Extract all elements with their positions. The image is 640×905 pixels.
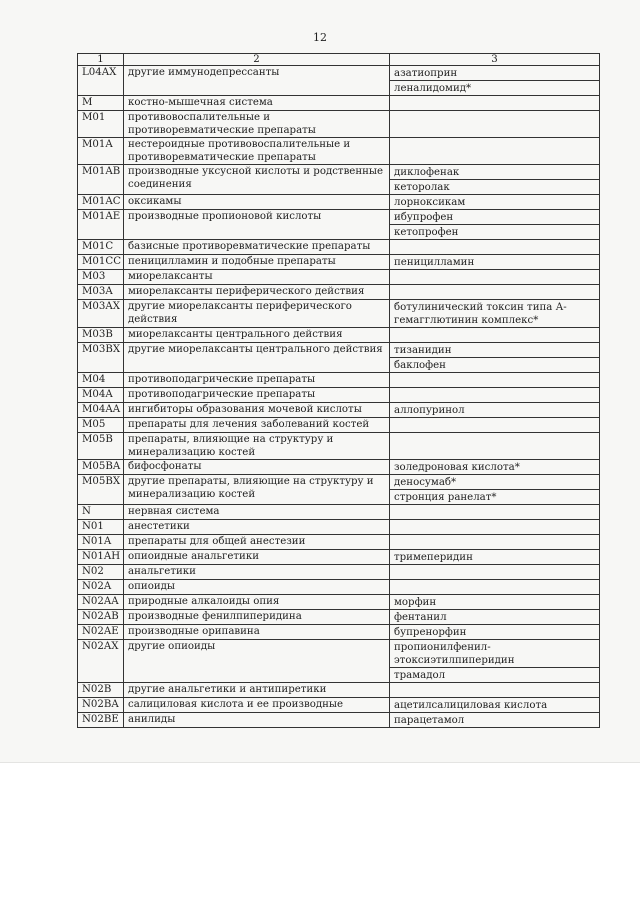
- drug-name: лорноксикам: [394, 197, 466, 208]
- drug-names-cell: [390, 713, 600, 728]
- table-row: [78, 475, 600, 505]
- anatomical-group-cell: опиоидные анальгетики: [124, 550, 390, 565]
- drug-name: пеницилламин: [394, 257, 475, 268]
- drug-names-cell: [390, 66, 600, 96]
- drug-name: баклофен: [390, 357, 599, 372]
- drug-names-cell: [390, 640, 600, 683]
- drug-name: азатиоприн: [394, 68, 458, 79]
- anatomical-group-cell: миорелаксанты центрального действия: [124, 328, 390, 343]
- atc-code-cell: N01: [78, 520, 124, 535]
- atc-code-cell: M01A: [78, 138, 124, 165]
- drug-name: леналидомид*: [390, 80, 599, 95]
- drug-name: бупренорфин: [394, 627, 467, 638]
- anatomical-group-cell: другие анальгетики и антипиретики: [124, 683, 390, 698]
- table-row: [78, 285, 600, 300]
- table-row: [78, 520, 600, 535]
- drug-name: трамадол: [390, 667, 599, 682]
- drug-names-cell: [390, 96, 600, 111]
- table-row: [78, 625, 600, 640]
- drug-names-cell: [390, 165, 600, 195]
- drug-name: пропионилфенил-этоксиэтилпиперидин: [394, 642, 515, 666]
- atc-code-cell: N02AE: [78, 625, 124, 640]
- drug-names-cell: [390, 505, 600, 520]
- drug-name: аллопуринол: [394, 405, 465, 416]
- drug-name: ботулинический токсин типа А-гемагглютинин комплекс*: [394, 302, 567, 326]
- anatomical-group-cell: миорелаксанты периферического действия: [124, 285, 390, 300]
- table-row: [78, 255, 600, 270]
- atc-code-cell: N02B: [78, 683, 124, 698]
- drug-names-cell: [390, 195, 600, 210]
- anatomical-group-cell: опиоиды: [124, 580, 390, 595]
- table-row: [78, 270, 600, 285]
- atc-code-cell: M01AB: [78, 165, 124, 195]
- drug-names-cell: [390, 240, 600, 255]
- drug-names-cell: [390, 343, 600, 373]
- drug-names-cell: [390, 403, 600, 418]
- table-row: [78, 683, 600, 698]
- anatomical-group-cell: анальгетики: [124, 565, 390, 580]
- anatomical-group-cell: нестероидные противовоспалительные и противоревматические препараты: [124, 138, 390, 165]
- drug-name: ацетилсалициловая кислота: [394, 700, 548, 711]
- drug-names-cell: [390, 580, 600, 595]
- atc-code-cell: M05B: [78, 433, 124, 460]
- anatomical-group-cell: производные фенилпиперидина: [124, 610, 390, 625]
- atc-code-cell: M04: [78, 373, 124, 388]
- anatomical-group-cell: препараты, влияющие на структуру и минерализацию костей: [124, 433, 390, 460]
- atc-code-cell: M01C: [78, 240, 124, 255]
- drug-names-cell: [390, 433, 600, 460]
- drug-names-cell: [390, 625, 600, 640]
- drug-names-cell: [390, 565, 600, 580]
- drug-name: ибупрофен: [394, 212, 454, 223]
- table-row: [78, 240, 600, 255]
- anatomical-group-cell: производные пропионовой кислоты: [124, 210, 390, 240]
- atc-code-cell: M: [78, 96, 124, 111]
- table-row: [78, 195, 600, 210]
- drug-names-cell: [390, 111, 600, 138]
- table-row: [78, 535, 600, 550]
- table-row: [78, 210, 600, 240]
- anatomical-group-cell: производные уксусной кислоты и родственные соединения: [124, 165, 390, 195]
- atc-code-cell: N01A: [78, 535, 124, 550]
- anatomical-group-cell: салициловая кислота и ее производные: [124, 698, 390, 713]
- drug-names-cell: [390, 550, 600, 565]
- anatomical-group-cell: другие миорелаксанты центрального действия: [124, 343, 390, 373]
- table-row: [78, 343, 600, 373]
- atc-code-cell: N02A: [78, 580, 124, 595]
- atc-code-cell: M01AE: [78, 210, 124, 240]
- table-row: [78, 565, 600, 580]
- drug-name: фентанил: [394, 612, 447, 623]
- anatomical-group-cell: бифосфонаты: [124, 460, 390, 475]
- anatomical-group-cell: нервная система: [124, 505, 390, 520]
- table-row: [78, 165, 600, 195]
- atc-code-cell: M03AX: [78, 300, 124, 328]
- table-row: [78, 300, 600, 328]
- atc-code-cell: M01AC: [78, 195, 124, 210]
- drug-name: парацетамол: [394, 715, 465, 726]
- drug-names-cell: [390, 610, 600, 625]
- anatomical-group-cell: анестетики: [124, 520, 390, 535]
- anatomical-group-cell: анилиды: [124, 713, 390, 728]
- drug-names-cell: [390, 475, 600, 505]
- table-row: [78, 595, 600, 610]
- drug-name: золедроновая кислота*: [394, 462, 520, 473]
- drug-names-cell: [390, 270, 600, 285]
- atc-code-cell: M05BX: [78, 475, 124, 505]
- anatomical-group-cell: базисные противоревматические препараты: [124, 240, 390, 255]
- atc-code-cell: N02AB: [78, 610, 124, 625]
- drug-name: тримеперидин: [394, 552, 473, 563]
- anatomical-group-cell: костно-мышечная система: [124, 96, 390, 111]
- anatomical-group-cell: оксикамы: [124, 195, 390, 210]
- table-row: [78, 460, 600, 475]
- anatomical-group-cell: пеницилламин и подобные препараты: [124, 255, 390, 270]
- drug-names-cell: [390, 460, 600, 475]
- drug-names-cell: [390, 285, 600, 300]
- atc-code-cell: M01CC: [78, 255, 124, 270]
- column-header: 3: [390, 54, 600, 66]
- anatomical-group-cell: противовоспалительные и противоревматические препараты: [124, 111, 390, 138]
- table-row: [78, 505, 600, 520]
- atc-code-cell: M03BX: [78, 343, 124, 373]
- anatomical-group-cell: другие опиоиды: [124, 640, 390, 683]
- table-row: [78, 138, 600, 165]
- atc-code-cell: N02BE: [78, 713, 124, 728]
- drug-names-cell: [390, 388, 600, 403]
- drug-name: деносумаб*: [394, 477, 457, 488]
- drug-names-cell: [390, 520, 600, 535]
- table-row: [78, 698, 600, 713]
- anatomical-group-cell: производные орипавина: [124, 625, 390, 640]
- drug-names-cell: [390, 210, 600, 240]
- table-row: [78, 640, 600, 683]
- drug-names-cell: [390, 328, 600, 343]
- atc-code-cell: M01: [78, 111, 124, 138]
- atc-code-cell: N02BA: [78, 698, 124, 713]
- anatomical-group-cell: препараты для лечения заболеваний костей: [124, 418, 390, 433]
- atc-code-cell: M03A: [78, 285, 124, 300]
- atc-code-cell: M04AA: [78, 403, 124, 418]
- anatomical-group-cell: ингибиторы образования мочевой кислоты: [124, 403, 390, 418]
- atc-code-cell: M04A: [78, 388, 124, 403]
- table-row: [78, 66, 600, 96]
- drug-names-cell: [390, 683, 600, 698]
- atc-drug-table: [77, 53, 600, 728]
- table-row: [78, 403, 600, 418]
- table-row: [78, 96, 600, 111]
- anatomical-group-cell: миорелаксанты: [124, 270, 390, 285]
- atc-code-cell: M05: [78, 418, 124, 433]
- anatomical-group-cell: другие миорелаксанты периферического действия: [124, 300, 390, 328]
- table-row: [78, 328, 600, 343]
- drug-names-cell: [390, 138, 600, 165]
- atc-code-cell: L04AX: [78, 66, 124, 96]
- column-header: 2: [124, 54, 390, 66]
- table-row: [78, 373, 600, 388]
- atc-code-cell: M05BA: [78, 460, 124, 475]
- table-header-row: [78, 54, 600, 66]
- atc-code-cell: N02AA: [78, 595, 124, 610]
- page-number: 12: [313, 31, 327, 44]
- table-row: [78, 610, 600, 625]
- drug-name: кетопрофен: [390, 224, 599, 239]
- anatomical-group-cell: противоподагрические препараты: [124, 373, 390, 388]
- drug-names-cell: [390, 418, 600, 433]
- drug-name: тизанидин: [394, 345, 452, 356]
- drug-name: стронция ранелат*: [390, 489, 599, 504]
- atc-code-cell: M03B: [78, 328, 124, 343]
- table-row: [78, 713, 600, 728]
- drug-name: кеторолак: [390, 179, 599, 194]
- drug-names-cell: [390, 698, 600, 713]
- drug-names-cell: [390, 535, 600, 550]
- drug-names-cell: [390, 373, 600, 388]
- anatomical-group-cell: другие иммунодепрессанты: [124, 66, 390, 96]
- anatomical-group-cell: природные алкалоиды опия: [124, 595, 390, 610]
- drug-name: диклофенак: [394, 167, 460, 178]
- drug-name: морфин: [394, 597, 437, 608]
- column-header: 1: [78, 54, 124, 66]
- anatomical-group-cell: другие препараты, влияющие на структуру и минерализацию костей: [124, 475, 390, 505]
- table-row: [78, 388, 600, 403]
- drug-names-cell: [390, 300, 600, 328]
- atc-code-cell: N02: [78, 565, 124, 580]
- table-row: [78, 111, 600, 138]
- atc-code-cell: M03: [78, 270, 124, 285]
- table-row: [78, 580, 600, 595]
- table-row: [78, 418, 600, 433]
- atc-code-cell: N02AX: [78, 640, 124, 683]
- anatomical-group-cell: препараты для общей анестезии: [124, 535, 390, 550]
- table-row: [78, 550, 600, 565]
- table-row: [78, 433, 600, 460]
- atc-code-cell: N01AH: [78, 550, 124, 565]
- atc-code-cell: N: [78, 505, 124, 520]
- anatomical-group-cell: противоподагрические препараты: [124, 388, 390, 403]
- drug-names-cell: [390, 255, 600, 270]
- drug-names-cell: [390, 595, 600, 610]
